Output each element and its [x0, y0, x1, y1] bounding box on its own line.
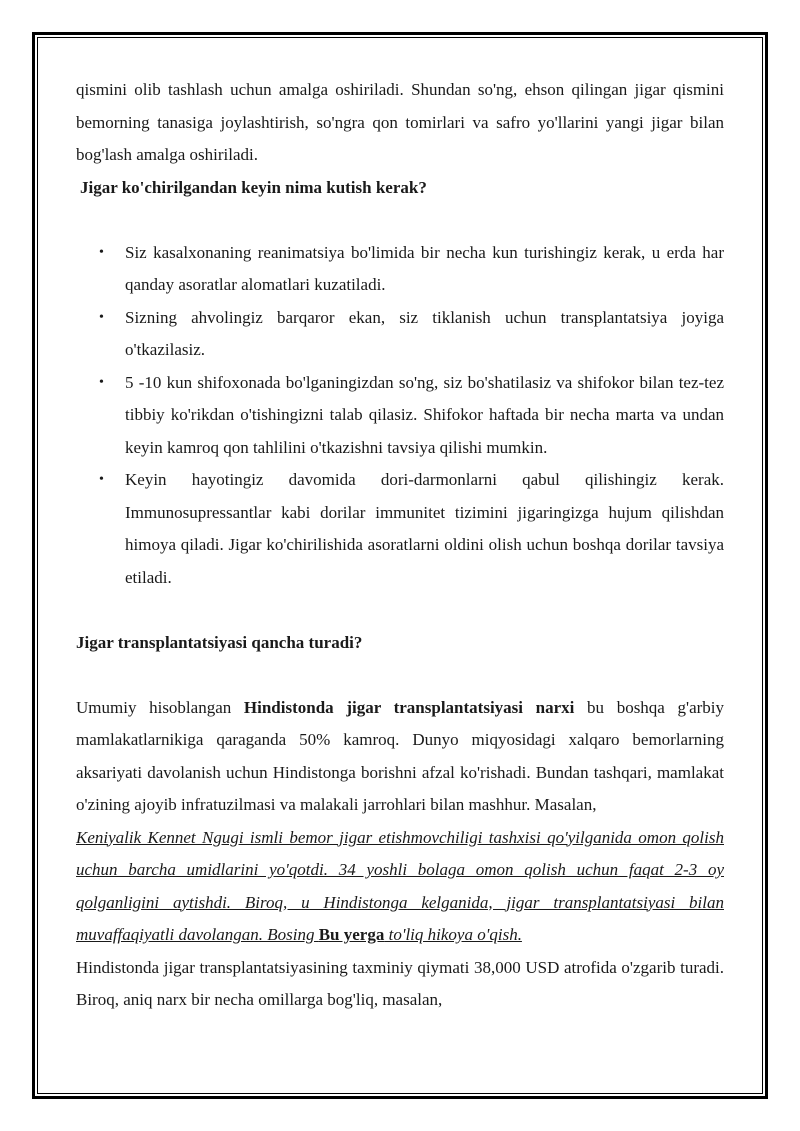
list-item — [76, 367, 724, 465]
expectations-list — [76, 237, 724, 595]
cost-bold-phrase: Hindistonda jigar transplantatsiyasi narxi — [243, 697, 575, 717]
heading-cost: Jigar transplantatsiyasi qancha turadi? — [76, 632, 363, 652]
closing-paragraph: Hindistonda jigar transplantatsiyasining taxminiy qiymati 38,000 USD atrofida o'zgarib turadi. Biroq, aniq narx bir necha omillarga bog'liq, masalan, — [76, 957, 724, 1009]
list-item-text: Keyin hayotingiz davomida dori-darmonlarni qabul qilishingiz kerak. Immunosupressantlar kabi dorilar immunitet tizimini jigaringizga hujum qilishdan himoya qiladi. Jigar ko'chirilishida asoratlarni oldini olish uchun boshqa dorilar tavsiya etiladi. — [125, 470, 724, 587]
document-body — [76, 74, 724, 1017]
cost-text-after: bu boshqa g'arbiy mamlakatlarnikiga qaraganda 50% kamroq. Dunyo miqyosidagi xalqaro bemorlarning aksariyati davolanish uchun Hindistonga borishni afzal ko'rishadi. Bundan tashqari, mamlakat o'zining ajoyib infratuzilmasi va malakali jarrohlari bilan mashhur. Masalan, — [76, 697, 724, 814]
bullet-icon: • — [99, 374, 104, 390]
cost-text-before: Umumiy hisoblangan — [76, 697, 244, 717]
story-text: Keniyalik Kennet Ngugi ismli bemor jigar etishmovchiligi tashxisi qo'yilganida omon qolish uchun barcha umidlarini yo'qotdi. 34 yoshli bolaga omon qolish uchun faqat 2-3 oy qolganligini aytishdi. Biroq, u Hindistonga kelganida, jigar transplantatsiyasi bilan muvaffaqiyatli davolangan. Bosing — [76, 827, 724, 944]
patient-story-link[interactable] — [76, 822, 724, 952]
list-item — [76, 237, 724, 302]
heading-after-transplant: Jigar ko'chirilgandan keyin nima kutish kerak? — [80, 177, 427, 197]
spacer — [76, 204, 724, 237]
spacer — [76, 594, 724, 627]
list-item — [76, 302, 724, 367]
story-link-tail[interactable]: to'liq hikoya o'qish. — [384, 925, 522, 944]
list-item-text: Siz kasalxonaning reanimatsiya bo'limida bir necha kun turishingiz kerak, u erda har qanday asoratlar alomatlari kuzatiladi. — [125, 242, 724, 294]
bullet-icon: • — [99, 244, 104, 260]
list-item-text: 5 -10 kun shifoxonada bo'lganingizdan so'ng, siz bo'shatilasiz va shifokor bilan tez-tez tibbiy ko'rikdan o'tishingizni talab qilasiz. Shifokor haftada bir necha marta va undan keyin kamroq qon tahlilini o'tkazishni tavsiya qilishi mumkin. — [125, 372, 724, 457]
intro-paragraph: qismini olib tashlash uchun amalga oshiriladi. Shundan so'ng, ehson qilingan jigar qismini bemorning tanasiga joylashtirish, so'ngra qon tomirlari va safro yo'llarini yangi jigar bilan bog'lash amalga oshiriladi. — [76, 80, 724, 164]
list-item-text: Sizning ahvolingiz barqaror ekan, siz tiklanish uchun transplantatsiya joyiga o'tkazilasiz. — [125, 307, 724, 359]
here-link[interactable]: Bu yerga — [318, 925, 385, 944]
spacer — [76, 659, 724, 692]
bullet-icon: • — [99, 472, 104, 487]
cost-paragraph — [76, 692, 724, 822]
bullet-icon: • — [99, 309, 104, 325]
list-item — [76, 464, 724, 594]
